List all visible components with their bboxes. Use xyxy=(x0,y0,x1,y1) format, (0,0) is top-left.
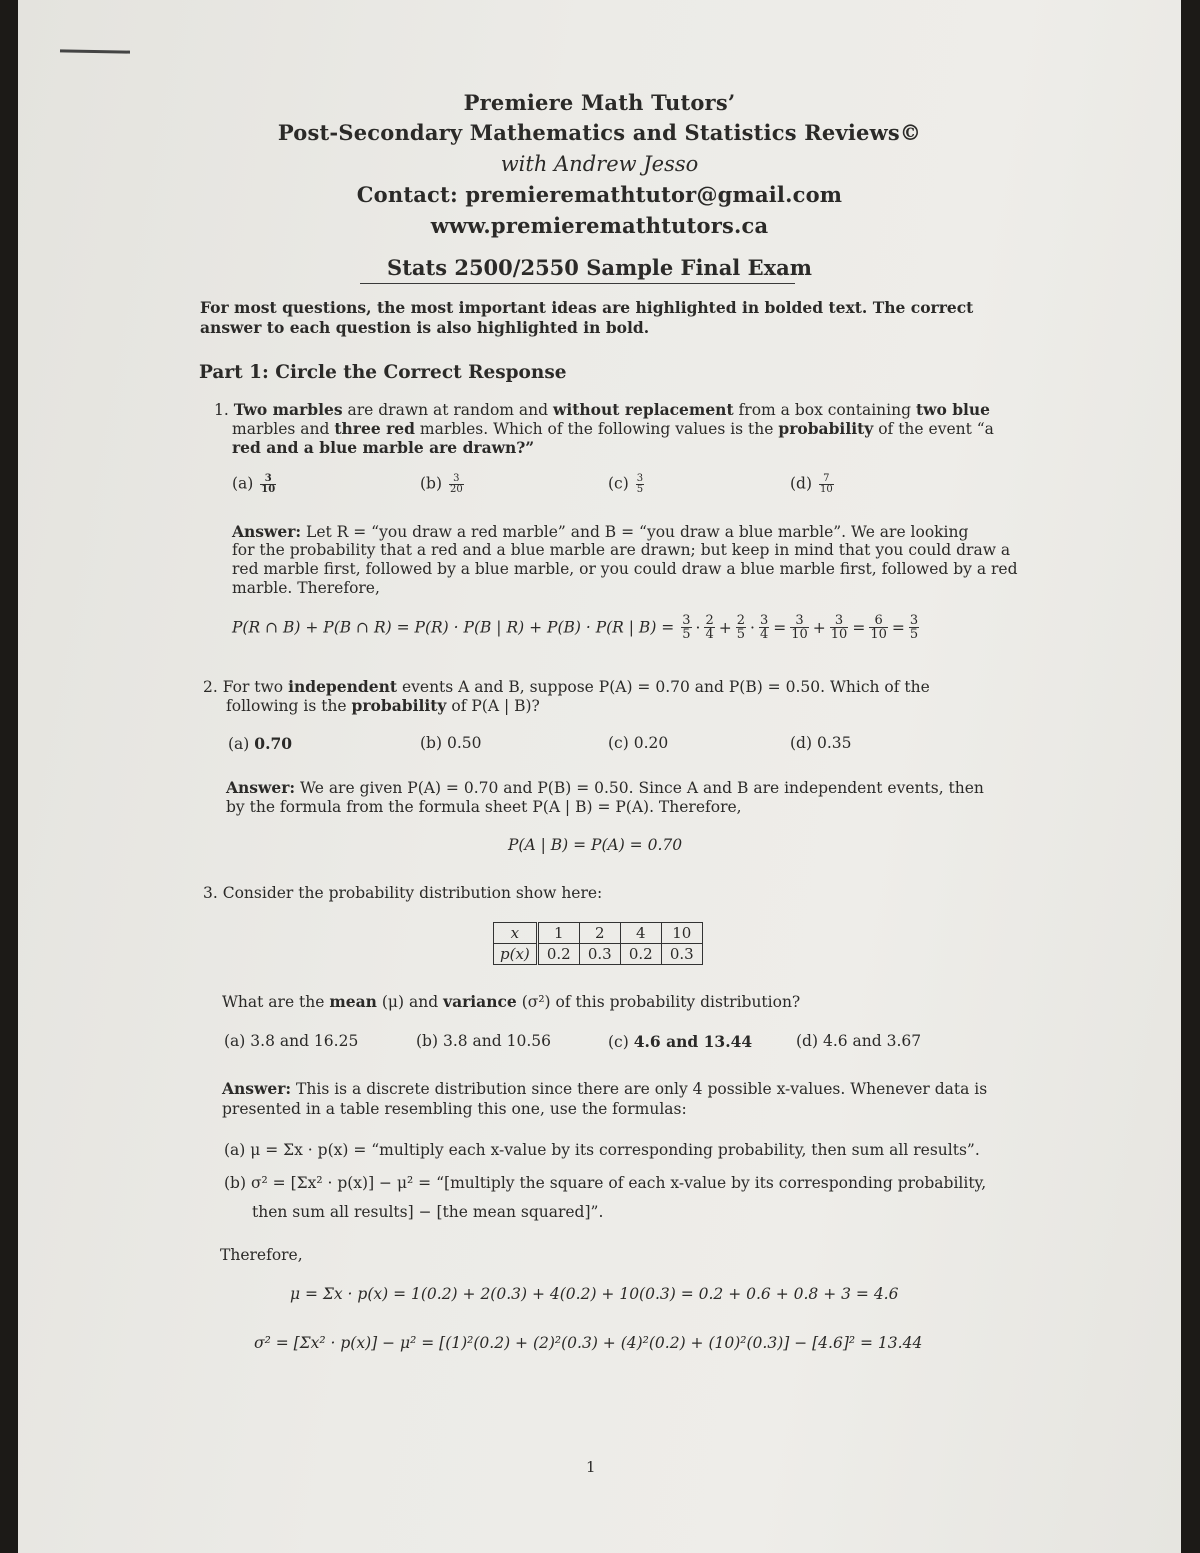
q3-formula-b-line-1: (b) σ² = [Σx² · p(x)] − μ² = “[multiply the square of each x-value by its corresponding probability, xyxy=(224,1174,987,1192)
fraction-numerator: 3 xyxy=(790,614,809,628)
q1-option-a[interactable] xyxy=(232,474,278,495)
q1-equation xyxy=(232,614,921,641)
q1-answer-line-1 xyxy=(232,522,968,542)
q3-text-4: (σ²) of this probability distribution? xyxy=(516,993,801,1011)
q2-option-d-text: 0.35 xyxy=(816,734,852,752)
q1-option-c-fraction xyxy=(636,474,644,495)
fraction-numerator: 3 xyxy=(830,614,849,628)
q2-option-d-label: (d) xyxy=(790,734,813,752)
q3-answer-line-1 xyxy=(222,1079,987,1099)
distribution-table xyxy=(493,922,703,965)
equation-operator: = xyxy=(852,618,866,637)
q1-answer-line-2: for the probability that a red and a blue marble are drawn; but keep in mind that you could draw a xyxy=(232,541,1011,559)
q2-option-d[interactable] xyxy=(790,734,851,753)
q2-option-b[interactable] xyxy=(420,734,481,753)
q3-formula-b-line-2: then sum all results] − [the mean squared]”. xyxy=(252,1203,604,1221)
q2-answer-text-1: We are given P(A) = 0.70 and P(B) = 0.50. Since A and B are independent events, then xyxy=(295,779,984,797)
q3-bold-2: variance xyxy=(443,992,517,1011)
q2-bold-2: probability xyxy=(351,696,447,715)
q1-text-2: from a box containing xyxy=(733,401,916,419)
q1-bold-4: three red xyxy=(334,419,415,438)
equation-operator: + xyxy=(812,618,826,637)
equation-fraction xyxy=(736,614,746,641)
paper-sheet xyxy=(18,0,1181,1553)
q2-answer-line-1 xyxy=(226,778,984,798)
q1-bold-3: two blue xyxy=(915,400,991,419)
q2-answer-label: Answer: xyxy=(226,778,296,797)
q1-option-c-num: 3 xyxy=(636,473,644,484)
q3-text-3: (μ) and xyxy=(376,993,444,1011)
q1-option-c-den: 5 xyxy=(636,484,644,495)
q2-text-2: events A and B, suppose P(A) = 0.70 and P(B) = 0.50. Which of the xyxy=(397,678,930,696)
q3-question xyxy=(222,992,800,1012)
table-row xyxy=(494,944,703,965)
equation-fraction xyxy=(909,614,919,641)
fraction-denominator: 5 xyxy=(909,627,919,642)
pen-mark xyxy=(60,49,130,53)
q2-answer-line-2: by the formula from the formula sheet P(A | B) = P(A). Therefore, xyxy=(226,798,742,816)
q1-answer-line-4: marble. Therefore, xyxy=(232,579,380,597)
q2-option-b-text: 0.50 xyxy=(446,734,482,752)
fraction-numerator: 3 xyxy=(682,613,691,628)
q1-bold-2: without replacement xyxy=(553,400,734,419)
q1-text-3: marbles and xyxy=(232,420,335,438)
q2-number: 2. xyxy=(203,678,218,696)
q1-option-d-den: 10 xyxy=(819,484,833,495)
q1-option-a-num: 3 xyxy=(260,474,276,485)
q1-option-b-label: (b) xyxy=(420,474,443,493)
q1-text-5: of the event “a xyxy=(873,420,994,438)
table-cell: 0.3 xyxy=(661,944,702,965)
header-line-2: Post-Secondary Mathematics and Statistics Reviews© xyxy=(277,120,922,145)
q3-bold-1: mean xyxy=(329,992,377,1011)
q3-option-c-text: 4.6 and 13.44 xyxy=(633,1032,753,1051)
q3-text-1: Consider the probability distribution show here: xyxy=(222,884,603,902)
q1-option-b-num: 3 xyxy=(449,474,464,485)
q3-option-a-text: 3.8 and 16.25 xyxy=(250,1032,359,1050)
exam-title: Stats 2500/2550 Sample Final Exam xyxy=(387,255,812,280)
q3-text-2: What are the xyxy=(222,993,330,1011)
q2-option-c-text: 0.20 xyxy=(633,734,669,752)
q2-line-1 xyxy=(203,677,930,697)
q1-option-a-label: (a) xyxy=(232,474,254,493)
q1-number: 1. xyxy=(214,401,229,419)
q1-line-1 xyxy=(214,400,990,420)
q1-option-b[interactable] xyxy=(420,474,466,495)
q2-text-3: following is the xyxy=(226,697,352,715)
q1-option-b-fraction xyxy=(449,474,464,495)
q2-option-b-label: (b) xyxy=(420,734,443,752)
q3-option-c[interactable] xyxy=(608,1032,752,1052)
fraction-denominator: 5 xyxy=(736,627,745,642)
q1-option-d-fraction xyxy=(819,474,834,495)
equation-operator: · xyxy=(695,618,701,637)
q1-option-d-label: (d) xyxy=(790,474,813,493)
q3-option-c-label: (c) xyxy=(608,1033,629,1051)
fraction-denominator: 5 xyxy=(682,627,691,642)
q3-option-d-text: 4.6 and 3.67 xyxy=(822,1032,922,1050)
equation-fraction xyxy=(681,614,691,641)
table-cell: 0.2 xyxy=(537,944,579,965)
q1-option-c-label: (c) xyxy=(608,474,629,493)
q2-option-c-label: (c) xyxy=(608,734,629,752)
table-cell: 0.2 xyxy=(620,944,661,965)
fraction-denominator: 10 xyxy=(830,627,848,642)
q2-option-a-label: (a) xyxy=(228,735,250,753)
q3-option-b[interactable] xyxy=(416,1032,551,1051)
q1-answer-line-3: red marble first, followed by a blue marble, or you could draw a blue marble first, followed by a red xyxy=(232,560,1018,578)
q2-bold-1: independent xyxy=(288,677,398,696)
q1-bold-1: Two marbles xyxy=(233,400,343,419)
title-underline xyxy=(360,283,795,284)
fraction-numerator: 2 xyxy=(705,613,714,628)
q3-option-b-text: 3.8 and 10.56 xyxy=(442,1032,551,1050)
q3-option-a[interactable] xyxy=(224,1032,358,1051)
q3-option-d[interactable] xyxy=(796,1032,921,1051)
q2-option-a[interactable] xyxy=(228,734,292,754)
fraction-denominator: 4 xyxy=(705,627,714,642)
q1-equation-fractions xyxy=(679,613,921,642)
equation-operator: = xyxy=(891,618,905,637)
q3-therefore: Therefore, xyxy=(220,1246,303,1264)
q1-answer-text-1: Let R = “you draw a red marble” and B = “you draw a blue marble”. We are looking xyxy=(301,523,969,541)
q1-option-c[interactable] xyxy=(608,474,646,495)
equation-operator: + xyxy=(718,618,732,637)
q3-answer-label: Answer: xyxy=(222,1079,292,1098)
equation-operator: = xyxy=(773,618,787,637)
equation-fraction xyxy=(704,614,714,641)
table-row xyxy=(494,923,703,944)
q1-equation-left: P(R ∩ B) + P(B ∩ R) = P(R) · P(B | R) + P(B) · P(R | B) = xyxy=(232,618,675,637)
intro-line-2: answer to each question is also highlighted in bold. xyxy=(200,318,650,337)
table-header-p: p(x) xyxy=(494,944,538,965)
header-contact: Contact: premieremathtutor@gmail.com xyxy=(356,182,843,207)
q3-line-1 xyxy=(203,884,602,903)
q3-answer-text-1: This is a discrete distribution since there are only 4 possible x-values. Whenever data is xyxy=(291,1080,988,1098)
header-line-3: with Andrew Jesso xyxy=(500,152,699,176)
equation-operator: · xyxy=(750,618,755,637)
q1-option-b-den: 20 xyxy=(449,484,463,495)
equation-fraction xyxy=(869,614,888,641)
fraction-denominator: 10 xyxy=(870,627,887,642)
q1-bold-5: probability xyxy=(778,419,874,438)
q1-option-a-fraction xyxy=(260,474,276,495)
header-website: www.premieremathtutors.ca xyxy=(430,213,769,238)
table-cell: 10 xyxy=(661,923,702,944)
table-cell: 2 xyxy=(579,923,620,944)
q1-option-d-num: 7 xyxy=(819,474,834,485)
q3-number: 3. xyxy=(203,884,218,902)
q3-variance-equation: σ² = [Σx² · p(x)] − μ² = [(1)²(0.2) + (2)²(0.3) + (4)²(0.2) + (10)²(0.3)] − [4.6]² = 13.44 xyxy=(254,1334,923,1352)
table-cell: 0.3 xyxy=(579,944,620,965)
header-line-1: Premiere Math Tutors’ xyxy=(463,90,736,115)
q2-text-4: of P(A | B)? xyxy=(446,697,540,715)
q2-text-1: For two xyxy=(222,678,289,696)
fraction-numerator: 2 xyxy=(736,613,745,628)
fraction-numerator: 6 xyxy=(869,614,888,628)
q2-option-a-text: 0.70 xyxy=(254,734,293,753)
fraction-denominator: 4 xyxy=(759,627,769,642)
fraction-numerator: 3 xyxy=(909,613,919,628)
q3-mean-equation: μ = Σx · p(x) = 1(0.2) + 2(0.3) + 4(0.2) + 10(0.3) = 0.2 + 0.6 + 0.8 + 3 = 4.6 xyxy=(290,1285,899,1303)
q3-formula-a: (a) μ = Σx · p(x) = “multiply each x-value by its corresponding probability, then sum all results”. xyxy=(224,1141,980,1159)
q3-option-a-label: (a) xyxy=(224,1032,246,1050)
table-cell: 4 xyxy=(620,923,661,944)
q1-answer-label: Answer: xyxy=(232,522,302,541)
equation-fraction xyxy=(790,614,809,641)
part-1-title: Part 1: Circle the Correct Response xyxy=(199,362,567,383)
q1-line-3 xyxy=(232,438,534,458)
equation-fraction xyxy=(830,614,849,641)
page-number: 1 xyxy=(586,1458,596,1476)
q1-option-a-den: 10 xyxy=(261,484,276,495)
q1-bold-6: red and a blue marble are drawn?” xyxy=(232,438,535,457)
q2-line-2 xyxy=(226,696,540,716)
intro-line-1: For most questions, the most important ideas are highlighted in bolded text. The correct xyxy=(200,298,974,317)
q3-option-d-label: (d) xyxy=(796,1032,819,1050)
q3-option-b-label: (b) xyxy=(416,1032,439,1050)
equation-fraction xyxy=(759,614,769,641)
q2-equation: P(A | B) = P(A) = 0.70 xyxy=(508,836,683,854)
fraction-numerator: 3 xyxy=(759,613,769,628)
table-cell: 1 xyxy=(537,923,579,944)
q1-text-4: marbles. Which of the following values is the xyxy=(414,420,779,438)
fraction-denominator: 10 xyxy=(791,627,808,642)
table-header-x: x xyxy=(494,923,538,944)
q3-answer-line-2: presented in a table resembling this one, use the formulas: xyxy=(222,1100,687,1118)
q1-option-d[interactable] xyxy=(790,474,836,495)
q1-text-1: are drawn at random and xyxy=(342,401,553,419)
q2-option-c[interactable] xyxy=(608,734,668,753)
q1-line-2 xyxy=(232,419,994,439)
